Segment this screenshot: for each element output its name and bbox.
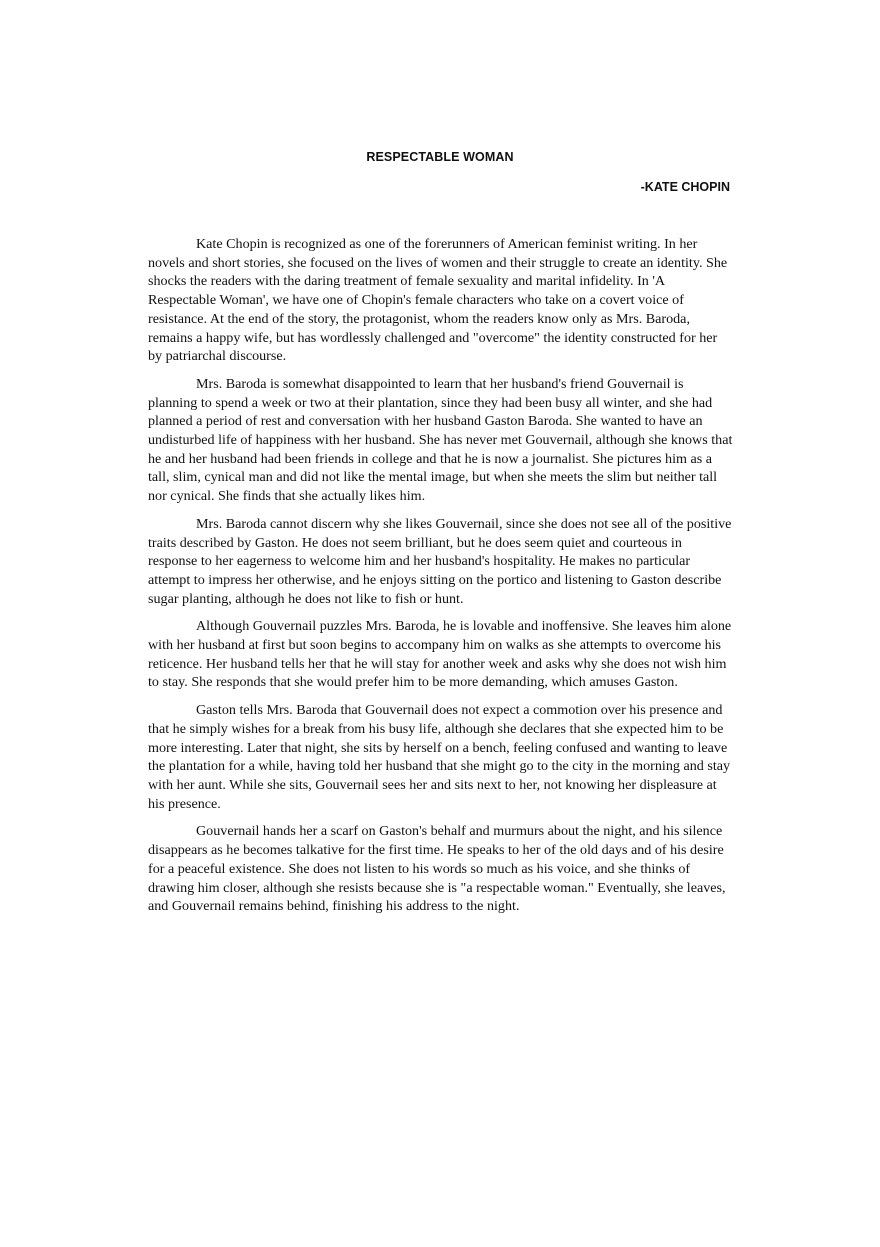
paragraph: Kate Chopin is recognized as one of the forerunners of American feminist writing. In her novels and short stories, she focused on the lives of women and their struggle to create an identity. She shocks the readers with the daring treatment of female sexuality and marital infidelity. In 'A Respectable Woman', we have one of Chopin's female characters who take on a covert voice of resistance. At the end of the story, the protagonist, whom the readers know only as Mrs. Baroda, remains a happy wife, but has wordlessly challenged and "overcome" the identity constructed for her by patriarchal discourse. bbox=[148, 236, 728, 365]
paragraph: Although Gouvernail puzzles Mrs. Baroda, he is lovable and inoffensive. She leaves him alone with her husband at first but soon begins to accompany him on walks as she attempts to overcome his reticence. Her husband tells her that he will stay for another week and asks why she does not wish him to stay. She responds that she would prefer him to be more demanding, which amuses Gaston. bbox=[148, 618, 732, 691]
paragraph: Gouvernail hands her a scarf on Gaston's behalf and murmurs about the night, and his silence disappears as he becomes talkative for the first time. He speaks to her of the old days and of his desire for a peaceful existence. She does not listen to his words so much as his voice, and she thinks of drawing him closer, although she resists because she is "a respectable woman." Eventually, she leaves, and Gouvernail remains behind, finishing his address to the night. bbox=[148, 823, 726, 915]
paragraph: Mrs. Baroda is somewhat disappointed to learn that her husband's friend Gouvernail is planning to spend a week or two at their plantation, since they had been busy all winter, and she had planned a period of rest and conversation with her husband Gaston Baroda. She wanted to have an undisturbed life of happiness with her husband. She has never met Gouvernail, although she knows that he and her husband had been friends in college and that he is now a journalist. She pictures him as a tall, slim, cynical man and did not like the mental image, but when she meets the slim but neither tall nor cynical. She finds that she actually likes him. bbox=[148, 375, 733, 505]
paragraph: Mrs. Baroda cannot discern why she likes Gouvernail, since she does not see all of the positive traits described by Gaston. He does not seem brilliant, but he does seem quiet and courteous in response to her eagerness to welcome him and her husband's hospitality. He makes no particular attempt to impress her otherwise, and he enjoys sitting on the portico and listening to Gaston describe sugar planting, although he does not like to fish or hunt. bbox=[148, 515, 732, 607]
document-author: -KATE CHOPIN bbox=[640, 180, 730, 194]
document-body bbox=[148, 235, 733, 925]
paragraph: Gaston tells Mrs. Baroda that Gouvernail does not expect a commotion over his presence and that he simply wishes for a break from his busy life, although she declares that she expected him to be more interesting. Later that night, she sits by herself on a bench, feeling confused and wanting to leave the plantation for a while, having told her husband that she might go to the city in the morning and stay with her aunt. While she sits, Gouvernail sees her and sits next to her, not knowing her displeasure at his presence. bbox=[148, 702, 731, 812]
document-title: RESPECTABLE WOMAN bbox=[366, 150, 514, 164]
